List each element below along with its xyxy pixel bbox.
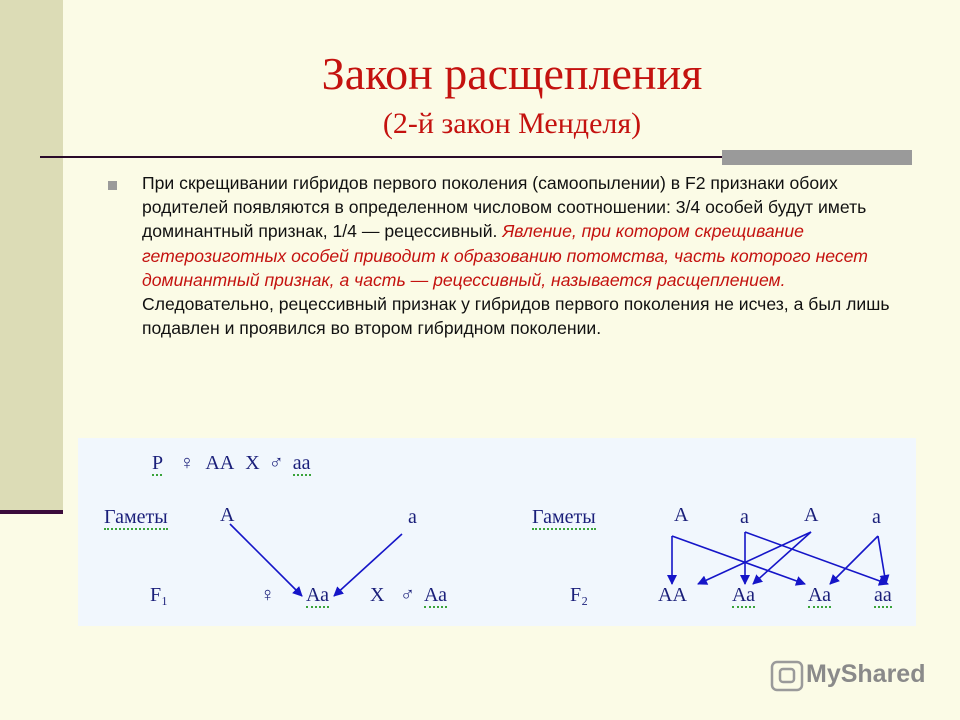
f2-gamete: А: [674, 504, 689, 526]
body-paragraph: [142, 171, 902, 340]
left-sidebar-band: [0, 0, 63, 512]
slide-title: Закон расщепления: [321, 48, 703, 99]
f1-gametes-label: Гаметы: [104, 506, 168, 528]
f2-arrow-3a: [698, 532, 811, 584]
paragraph-text-2: Следовательно, рецессивный признак у гибридов первого поколения не исчез, а был лишь подавлен и проявился во втором гибридном поколении.: [142, 294, 890, 339]
parents-dominant: АА: [205, 452, 235, 474]
f2-gametes-label: Гаметы: [532, 506, 596, 528]
bullet-icon: [108, 181, 117, 190]
f2-arrow-4b: [878, 536, 886, 584]
sidebar-divider: [0, 510, 63, 514]
logo-icon: [770, 660, 804, 694]
f1-label: F₁: [150, 584, 169, 606]
f1-male-icon: ♂: [400, 584, 415, 606]
f1-gamete-recessive: а: [408, 506, 417, 528]
f2-arrow-4a: [830, 536, 878, 584]
parents-row: [152, 452, 311, 474]
f1-female-icon: ♀: [260, 584, 275, 606]
f2-label: F₂: [570, 584, 589, 606]
f1-cross: Х: [370, 584, 385, 606]
f2-offspring: аа: [874, 584, 892, 606]
f2-arrow-2b: [745, 532, 888, 584]
f1-result-right: Аа: [424, 584, 448, 606]
paragraph-definition: Явление, при котором скрещивание гетерозиготных особей приводит к образованию потомства, часть которого несет доминантный признак, а часть — рецессивный, называется расщеплением.: [142, 221, 868, 290]
f2-offspring: Аа: [732, 584, 756, 606]
myshared-logo: [770, 656, 930, 696]
crossing-diagram: [78, 438, 916, 626]
male-icon: ♂: [268, 452, 284, 474]
female-icon: ♀: [179, 452, 195, 474]
f2-gamete: а: [872, 506, 881, 528]
f2-offspring: Аа: [808, 584, 832, 606]
slide-subtitle: (2-й закон Менделя): [382, 107, 642, 140]
watermark-text: MyShared: [806, 660, 926, 688]
parents-p: P: [152, 452, 163, 474]
f1-result-left: Аа: [306, 584, 330, 606]
parents-cross: Х: [245, 452, 260, 474]
f2-gamete: А: [804, 504, 819, 526]
f1-arrow-right: [334, 534, 402, 596]
paragraph-text-1: При скрещивании гибридов первого поколения (самоопылении) в F2 признаки обоих родителей появляются в определенном числовом соотношении: 3/4 особей будут иметь доминантный признак, 1/4 — рецессивный.: [142, 173, 867, 242]
f2-offspring: АА: [658, 584, 687, 606]
title-accent-bar: [722, 150, 912, 165]
f1-gamete-dominant: А: [220, 504, 235, 526]
f2-gamete: а: [740, 506, 749, 528]
parents-recessive: аа: [292, 452, 311, 474]
